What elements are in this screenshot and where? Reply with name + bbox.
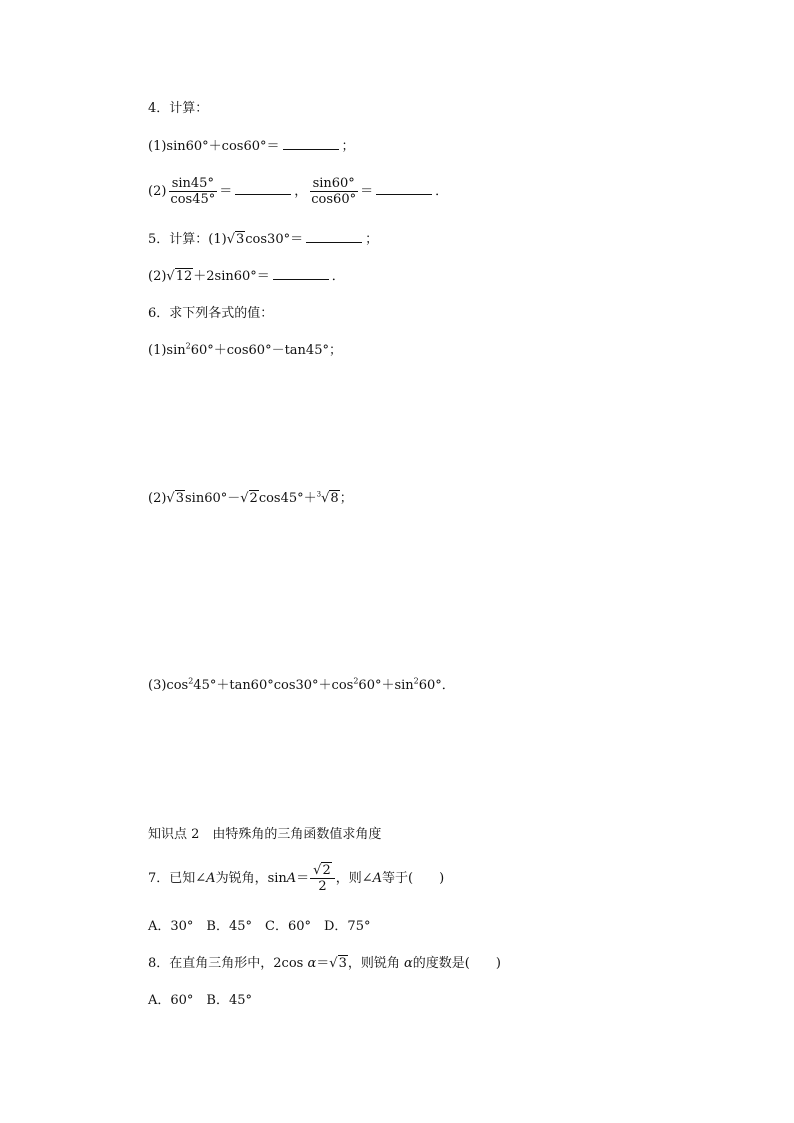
- answer-blank[interactable]: [235, 182, 291, 195]
- fraction: $\frac{√2}{2}$: [310, 863, 335, 894]
- sqrt: √3: [329, 956, 347, 971]
- q5-part2: (2)√12＋2sin60°＝ ．: [148, 269, 345, 284]
- sqrt: √2: [313, 863, 331, 878]
- q8-options: A．60° B．45°: [148, 993, 253, 1008]
- answer-blank[interactable]: [376, 182, 432, 195]
- q4-part1: (1)sin60°＋cos60°＝ ；: [148, 139, 355, 154]
- sqrt: √2: [240, 491, 258, 506]
- q4-part2: (2) $\frac{\sin 45^\circ}{\cos 45^\circ}$ ＝ ， $\frac{\sin 60^\circ}{\cos 60^\circ}$ ＝ ．: [148, 176, 449, 207]
- answer-blank[interactable]: [273, 267, 329, 280]
- q6-part3: $(3)\cos^245^\circ+\tan 60^\circ\cos 30^\circ+\cos^260^\circ+\sin^260^\circ$．: [148, 676, 455, 693]
- q6-title: 6．求下列各式的值：: [148, 306, 274, 321]
- q6-part1: $(1)\sin^260^\circ+\cos 60^\circ-\tan 45^\circ$；: [148, 341, 342, 358]
- q7-options: A．30° B．45° C．60° D．75°: [148, 919, 371, 934]
- fraction: $\frac{\sin 45^\circ}{\cos 45^\circ}$: [170, 176, 216, 207]
- cube-root: √8: [321, 491, 339, 506]
- sqrt: √3: [226, 232, 245, 247]
- sqrt: √12: [166, 269, 193, 284]
- q4-title: 4．计算：: [148, 101, 209, 116]
- q5-part1: 5．计算：(1)√3cos30°＝ ；: [148, 232, 379, 247]
- fraction: $\frac{\sin 60^\circ}{\cos 60^\circ}$: [311, 176, 357, 207]
- section-heading: 知识点 2 由特殊角的三角函数值求角度: [148, 827, 382, 842]
- q7-stem: 7．已知∠A为锐角，sinA＝ $\frac{√2}{2}$ ，则∠A等于( ): [148, 863, 445, 894]
- answer-blank[interactable]: [306, 230, 362, 243]
- q8-stem: 8．在直角三角形中，2cos α＝√3，则锐角 α的度数是( ): [148, 956, 501, 971]
- sqrt: √3: [166, 491, 184, 506]
- answer-blank[interactable]: [283, 137, 339, 150]
- q6-part2: (2)√3sin60°－√2cos45°＋$^3$√8；: [148, 490, 353, 506]
